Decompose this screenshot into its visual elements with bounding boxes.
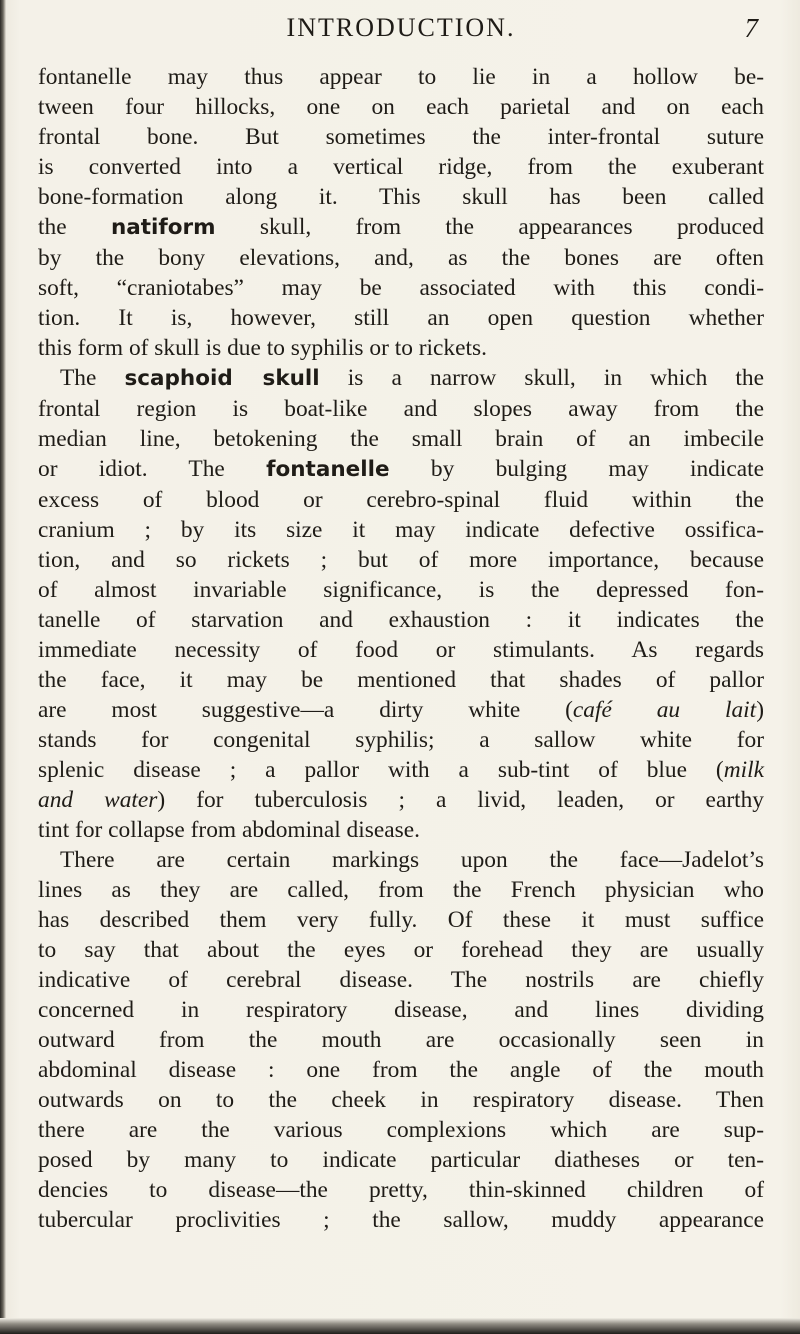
italic-and-water: and water xyxy=(38,787,158,813)
text-line: tion, and so rickets ; but of more importance, because xyxy=(38,547,764,573)
text-line: posed by many to indicate particular diatheses or ten- xyxy=(38,1147,764,1173)
text-line: to say that about the eyes or forehead they are usually xyxy=(38,937,764,963)
text-line: abdominal disease : one from the angle of the mouth xyxy=(38,1057,764,1083)
text-line: lines as they are called, from the French physician who xyxy=(38,877,764,903)
text-line: cranium ; by its size it may indicate defective ossifica- xyxy=(38,517,764,543)
text-line: there are the various complexions which are sup- xyxy=(38,1117,764,1143)
text-line: outwards on to the cheek in respiratory disease. Then xyxy=(38,1087,764,1113)
text-line: excess of blood or cerebro-spinal fluid within the xyxy=(38,487,764,513)
text-line: and water) for tuberculosis ; a livid, leaden, or earthy xyxy=(38,787,765,813)
text-line: are most suggestive—a dirty white (café au lait) xyxy=(38,697,764,723)
text-line: soft, “craniotabes” may be associated with this condi- xyxy=(38,275,764,301)
text-line: immediate necessity of food or stimulants. As regards xyxy=(38,637,764,663)
text-line: by the bony elevations, and, as the bones are often xyxy=(38,245,764,271)
text-line: tubercular proclivities ; the sallow, muddy appearance xyxy=(38,1207,764,1233)
running-title: INTRODUCTION. xyxy=(286,13,516,42)
text-line: fontanelle may thus appear to lie in a hollow be- xyxy=(38,64,764,90)
page-bottom-edge xyxy=(0,1318,800,1334)
term-natiform: natiform xyxy=(110,215,216,240)
text-line: outward from the mouth are occasionally seen in xyxy=(38,1027,764,1053)
text-line: concerned in respiratory disease, and lines dividing xyxy=(38,997,764,1023)
text-line: the face, it may be mentioned that shades of pallor xyxy=(38,667,764,693)
italic-cafe-au-lait: café au lait xyxy=(572,697,757,723)
text-line: tween four hillocks, one on each parietal and on each xyxy=(38,94,764,120)
italic-milk: milk xyxy=(723,757,764,783)
text-line: frontal bone. But sometimes the inter-frontal suture xyxy=(38,124,764,150)
text-line: tanelle of starvation and exhaustion : it indicates the xyxy=(38,607,764,633)
page-binding-edge xyxy=(0,0,6,1334)
paragraph-start-line: The scaphoid skull is a narrow skull, in which the xyxy=(60,365,764,391)
term-fontanelle: fontanelle xyxy=(266,457,390,482)
text-line: median line, betokening the small brain of an imbecile xyxy=(38,426,764,452)
text-line: of almost invariable significance, is the depressed fon- xyxy=(38,577,764,603)
paragraph-start-line: There are certain markings upon the face—Jadelot’s xyxy=(60,847,764,873)
page-number: 7 xyxy=(744,13,758,43)
text-line: dencies to disease—the pretty, thin-skinned children of xyxy=(38,1177,764,1203)
text-line: splenic disease ; a pallor with a sub-tint of blue (milk xyxy=(38,757,764,783)
text-line: tint for collapse from abdominal disease. xyxy=(38,817,420,843)
body-text xyxy=(38,62,764,1235)
term-scaphoid-skull: scaphoid skull xyxy=(124,366,320,391)
text-line: indicative of cerebral disease. The nostrils are chiefly xyxy=(38,967,764,993)
text-line: bone-formation along it. This skull has been called xyxy=(38,184,764,210)
text-line: or idiot. The fontanelle by bulging may indicate xyxy=(38,456,764,482)
text-line: frontal region is boat-like and slopes away from the xyxy=(38,396,764,422)
running-head xyxy=(38,8,764,48)
text-line: stands for congenital syphilis; a sallow white for xyxy=(38,727,764,753)
text-line: this form of skull is due to syphilis or to rickets. xyxy=(38,335,487,361)
text-line: the natiform skull, from the appearances produced xyxy=(38,214,764,240)
text-line: has described them very fully. Of these it must suffice xyxy=(38,907,764,933)
text-line: is converted into a vertical ridge, from the exuberant xyxy=(38,154,764,180)
text-line: tion. It is, however, still an open question whether xyxy=(38,305,764,331)
